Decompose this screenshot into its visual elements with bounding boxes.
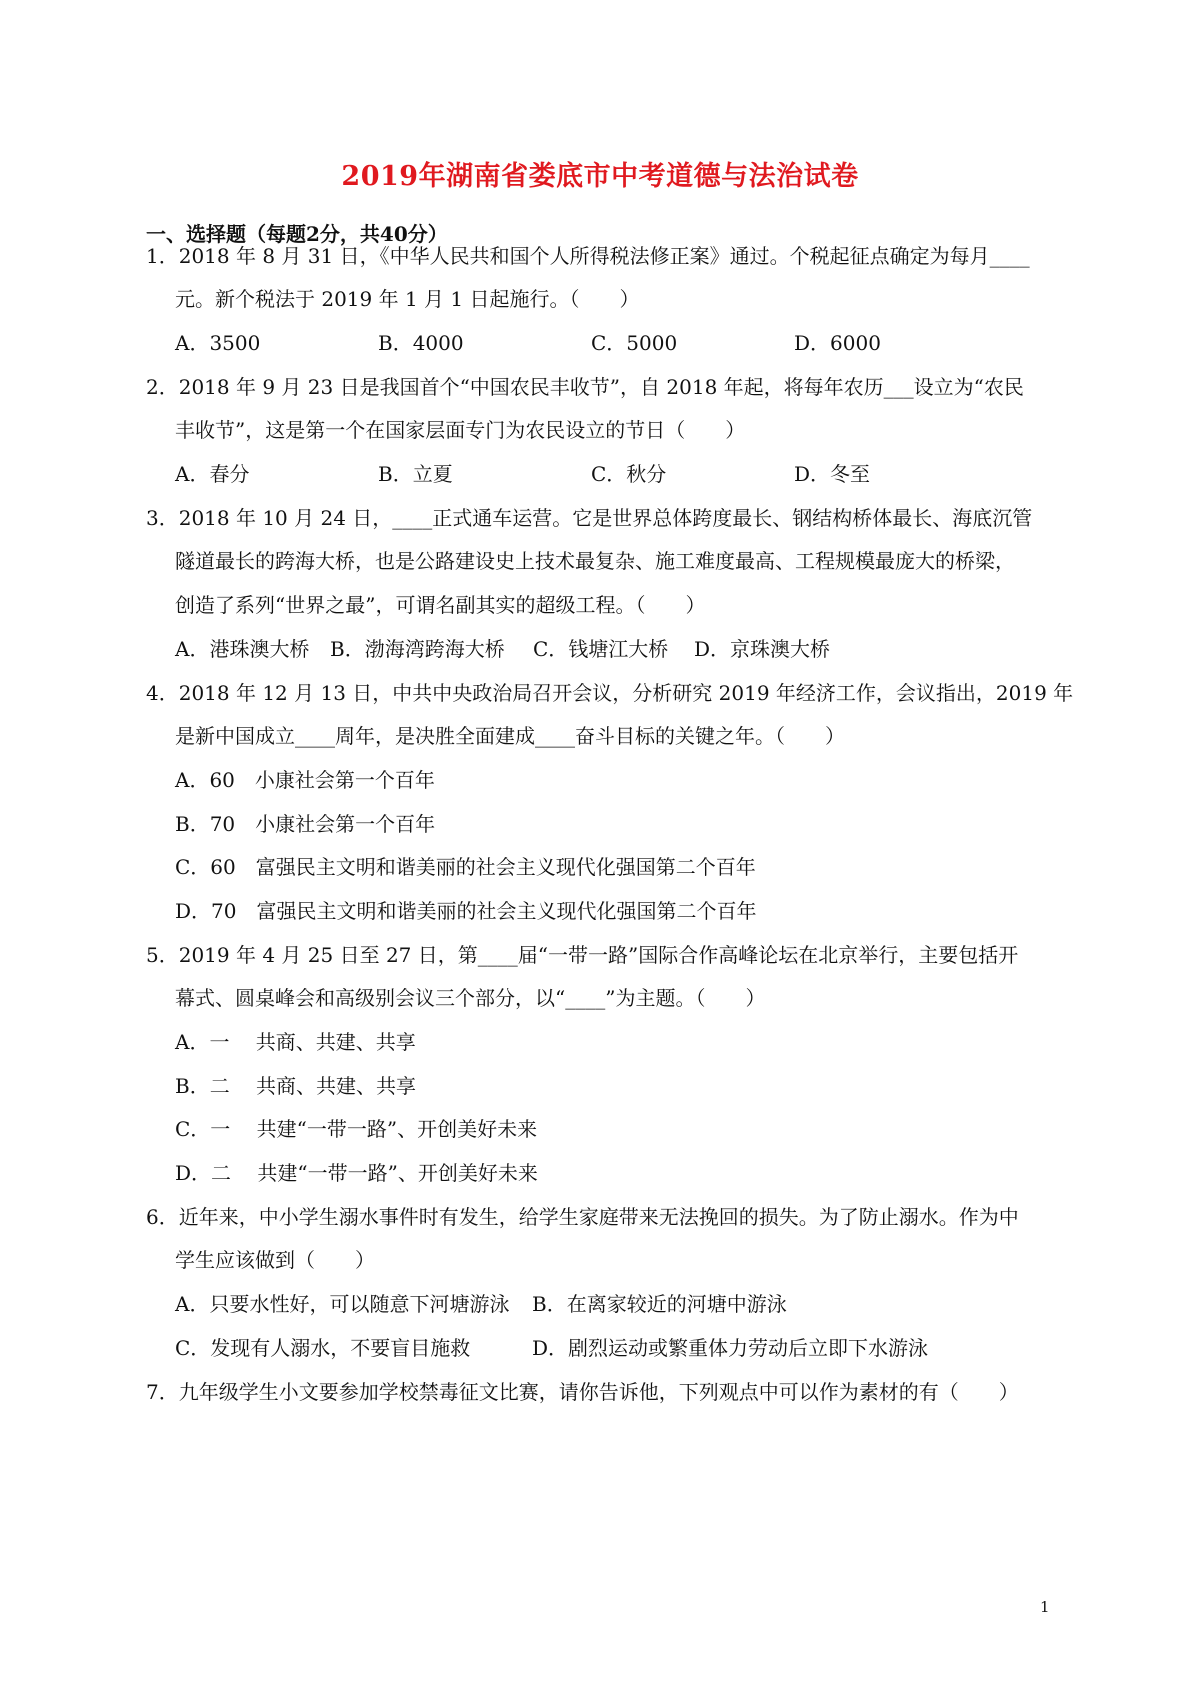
question-3-option-d: D．京珠澳大桥 bbox=[694, 637, 831, 661]
question-3-option-c: C．钱塘江大桥 bbox=[533, 637, 669, 661]
question-5-option-d: D．二 共建“一带一路”、开创美好未来 bbox=[175, 1161, 538, 1185]
question-1-line-2: 元。新个税法于 2019 年 1 月 1 日起施行。（ ） bbox=[175, 287, 640, 311]
question-4-line-1: 4．2018 年 12 月 13 日，中共中央政治局召开会议，分析研究 2019 年经济工作，会议指出，2019 年 bbox=[146, 681, 1074, 705]
question-6-line-1: 6．近年来，中小学生溺水事件时有发生，给学生家庭带来无法挽回的损失。为了防止溺水。作为中 bbox=[146, 1205, 1019, 1229]
question-6-option-a: A．只要水性好，可以随意下河塘游泳 bbox=[175, 1292, 510, 1316]
question-4-option-b: B．70 小康社会第一个百年 bbox=[175, 812, 436, 836]
question-2-option-a: A．春分 bbox=[175, 462, 250, 486]
question-6-line-2: 学生应该做到（ ） bbox=[175, 1248, 375, 1272]
question-1-option-d: D．6000 bbox=[794, 331, 881, 355]
question-4-option-c: C．60 富强民主文明和谐美丽的社会主义现代化强国第二个百年 bbox=[175, 855, 756, 879]
page-title: 2019年湖南省娄底市中考道德与法治试卷 bbox=[341, 161, 859, 192]
question-5-option-c: C．一 共建“一带一路”、开创美好未来 bbox=[175, 1117, 538, 1141]
question-6-option-b: B．在离家较近的河塘中游泳 bbox=[532, 1292, 787, 1316]
page-number: 1 bbox=[1040, 1598, 1050, 1616]
question-5-line-2: 幕式、圆桌峰会和高级别会议三个部分，以“____”为主题。（ ） bbox=[175, 986, 766, 1010]
question-4-option-a: A．60 小康社会第一个百年 bbox=[175, 768, 435, 792]
question-2-line-2: 丰收节”，这是第一个在国家层面专门为农民设立的节日（ ） bbox=[175, 418, 746, 442]
question-1-option-c: C．5000 bbox=[591, 331, 678, 355]
question-2-option-b: B．立夏 bbox=[378, 462, 453, 486]
question-2-line-1: 2．2018 年 9 月 23 日是我国首个“中国农民丰收节”，自 2018 年起，将每年农历___设立为“农民 bbox=[146, 375, 1024, 399]
question-4-option-d: D．70 富强民主文明和谐美丽的社会主义现代化强国第二个百年 bbox=[175, 899, 757, 923]
question-2-option-c: C．秋分 bbox=[591, 462, 667, 486]
question-4-line-2: 是新中国成立____周年，是决胜全面建成____奋斗目标的关键之年。（ ） bbox=[175, 724, 845, 748]
question-3-option-a: A．港珠澳大桥 bbox=[175, 637, 310, 661]
question-1-line-1: 1．2018 年 8 月 31 日，《中华人民共和国个人所得税法修正案》通过。个税起征点确定为每月____ bbox=[146, 244, 1030, 268]
question-1-option-a: A．3500 bbox=[175, 331, 261, 355]
question-5-line-1: 5．2019 年 4 月 25 日至 27 日，第____届“一带一路”国际合作高峰论坛在北京举行，主要包括开 bbox=[146, 943, 1019, 967]
question-6-option-d: D．剧烈运动或繁重体力劳动后立即下水游泳 bbox=[532, 1336, 929, 1360]
question-5-option-b: B．二 共商、共建、共享 bbox=[175, 1074, 417, 1098]
question-7-line-1: 7．九年级学生小文要参加学校禁毒征文比赛，请你告诉他，下列观点中可以作为素材的有（ ） bbox=[146, 1380, 1019, 1404]
question-2-option-d: D．冬至 bbox=[794, 462, 871, 486]
section-heading: 一、选择题（每题2分，共40分） bbox=[146, 222, 448, 246]
question-3-line-3: 创造了系列“世界之最”，可谓名副其实的超级工程。（ ） bbox=[175, 593, 706, 617]
question-3-option-b: B．渤海湾跨海大桥 bbox=[330, 637, 505, 661]
question-1-option-b: B．4000 bbox=[378, 331, 464, 355]
question-3-line-1: 3．2018 年 10 月 24 日，____正式通车运营。它是世界总体跨度最长、钢结构桥体最长、海底沉管 bbox=[146, 506, 1033, 530]
question-3-line-2: 隧道最长的跨海大桥，也是公路建设史上技术最复杂、施工难度最高、工程规模最庞大的桥梁， bbox=[175, 549, 1015, 573]
question-5-option-a: A．一 共商、共建、共享 bbox=[175, 1030, 416, 1054]
question-6-option-c: C．发现有人溺水，不要盲目施救 bbox=[175, 1336, 471, 1360]
